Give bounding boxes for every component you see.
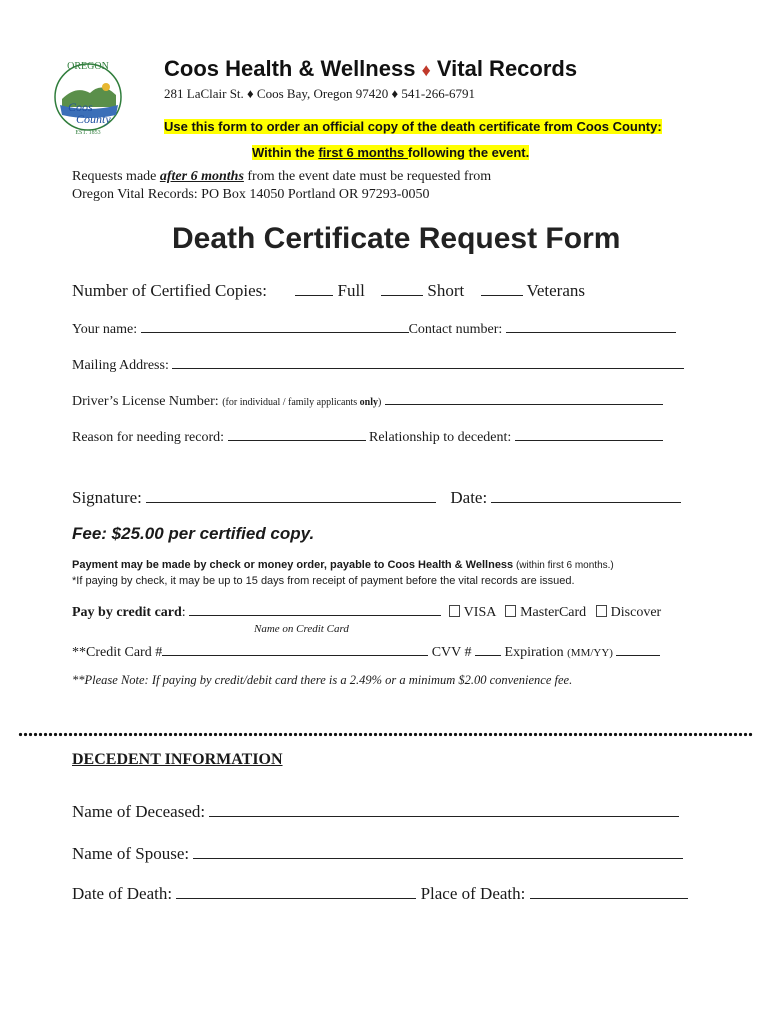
- dotted-divider: [18, 732, 753, 737]
- form-title: Death Certificate Request Form: [172, 222, 621, 255]
- short-copies-blank[interactable]: [381, 294, 423, 296]
- expiration-format: (MM/YY): [567, 647, 613, 659]
- mastercard-option[interactable]: [505, 605, 586, 620]
- notice2-pre: Within the: [252, 145, 319, 160]
- notice2-post: following the event.: [407, 145, 530, 160]
- date-label: Date:: [450, 488, 488, 507]
- veterans-copies-blank[interactable]: [481, 294, 523, 296]
- full-label: Full: [337, 281, 365, 300]
- name-on-card-field[interactable]: [189, 614, 441, 616]
- date-field[interactable]: [491, 501, 681, 503]
- reason-label: Reason for needing record:: [72, 430, 224, 445]
- copies-row: [72, 281, 585, 301]
- short-label: Short: [427, 281, 465, 300]
- place-of-death-label: Place of Death:: [420, 884, 526, 903]
- check-note: *If paying by check, it may be up to 15 days from receipt of payment before the vital records are issued.: [72, 575, 575, 587]
- drivers-license-field[interactable]: [385, 403, 663, 405]
- diamond-icon: ♦: [421, 60, 431, 80]
- requests-emph: after 6 months: [159, 169, 244, 184]
- veterans-label: Veterans: [526, 281, 585, 300]
- date-of-death-field[interactable]: [176, 897, 416, 899]
- cvv-field[interactable]: [475, 654, 501, 656]
- contact-number-field[interactable]: [506, 331, 676, 333]
- reason-row: [72, 430, 663, 446]
- cvv-label: CVV #: [431, 645, 472, 660]
- dl-note-post: ): [378, 397, 382, 408]
- signature-label: Signature:: [72, 488, 142, 507]
- visa-checkbox[interactable]: [449, 605, 460, 617]
- requests-pre: Requests made: [72, 169, 160, 184]
- requests-line-1: [72, 169, 491, 185]
- logo-line2: County: [76, 112, 111, 126]
- card-fee-note: **Please Note: If paying by credit/debit card there is a 2.49% or a minimum $2.00 convenience fee.: [72, 673, 573, 687]
- notice-line-2: [252, 145, 529, 160]
- fee-text: Fee: $25.00 per certified copy.: [72, 524, 315, 543]
- expiration-label: Expiration: [504, 645, 564, 660]
- copies-label: Number of Certified Copies:: [72, 281, 267, 300]
- decedent-heading: DECEDENT INFORMATION: [72, 751, 283, 768]
- spouse-name-field[interactable]: [193, 857, 683, 859]
- mastercard-label: MasterCard: [520, 605, 587, 620]
- header-title: [164, 56, 577, 82]
- mastercard-checkbox[interactable]: [505, 605, 516, 617]
- payment-note-small: (within first 6 months.): [513, 560, 614, 571]
- relationship-label: Relationship to decedent:: [369, 430, 512, 445]
- name-on-card-caption: Name on Credit Card: [254, 623, 349, 635]
- your-name-label: Your name:: [72, 322, 138, 337]
- death-row: [72, 884, 688, 904]
- credit-card-number-field[interactable]: [162, 654, 428, 656]
- your-name-field[interactable]: [141, 331, 409, 333]
- discover-label: Discover: [610, 605, 662, 620]
- full-copies-blank[interactable]: [295, 294, 333, 296]
- visa-option[interactable]: [449, 605, 496, 620]
- notice-line-1: Use this form to order an official copy of the death certificate from Coos County:: [164, 119, 662, 134]
- requests-line-2: Oregon Vital Records: PO Box 14050 Portland OR 97293-0050: [72, 187, 430, 202]
- notice2-underlined: first 6 months: [318, 145, 408, 160]
- date-of-death-label: Date of Death:: [72, 884, 173, 903]
- mailing-row: [72, 358, 684, 374]
- payment-note: [72, 559, 614, 571]
- dept-name: Vital Records: [436, 56, 578, 81]
- deceased-label: Name of Deceased:: [72, 802, 206, 821]
- dl-note: [222, 397, 381, 408]
- dl-row: [72, 394, 663, 410]
- coos-county-seal-logo: [46, 55, 130, 139]
- cc-label: **Credit Card #: [72, 645, 163, 660]
- deceased-row: [72, 802, 679, 822]
- dl-note-bold: only: [359, 397, 379, 408]
- dl-label: Driver’s License Number:: [72, 394, 219, 409]
- dl-note-pre: (for individual / family applicants: [222, 397, 360, 408]
- org-name: Coos Health & Wellness: [164, 56, 416, 81]
- pay-card-colon: :: [181, 605, 186, 620]
- relationship-field[interactable]: [515, 439, 663, 441]
- spouse-row: [72, 844, 683, 864]
- reason-field[interactable]: [228, 439, 366, 441]
- header-address: 281 LaClair St. ♦ Coos Bay, Oregon 97420 ♦ 541-266-6791: [164, 86, 476, 101]
- your-name-row: [72, 322, 676, 338]
- discover-option[interactable]: [596, 605, 662, 620]
- logo-est: EST. 1853: [75, 130, 101, 136]
- payment-note-bold: Payment may be made by check or money order, payable to Coos Health & Wellness: [72, 559, 514, 571]
- logo-line1: Coos: [68, 100, 93, 114]
- pay-card-label: Pay by credit card: [72, 605, 182, 620]
- cc-row: [72, 645, 660, 661]
- mailing-address-field[interactable]: [172, 367, 684, 369]
- place-of-death-field[interactable]: [530, 897, 688, 899]
- signature-row: [72, 488, 681, 508]
- mailing-label: Mailing Address:: [72, 358, 169, 373]
- visa-label: VISA: [463, 605, 496, 620]
- signature-field[interactable]: [146, 501, 436, 503]
- deceased-name-field[interactable]: [209, 815, 679, 817]
- spouse-label: Name of Spouse:: [72, 844, 190, 863]
- contact-label: Contact number:: [408, 322, 503, 337]
- logo-top-text: OREGON: [67, 61, 109, 72]
- discover-checkbox[interactable]: [596, 605, 607, 617]
- requests-post: from the event date must be requested from: [243, 169, 492, 184]
- expiration-field[interactable]: [616, 654, 660, 656]
- pay-card-row: [72, 605, 661, 621]
